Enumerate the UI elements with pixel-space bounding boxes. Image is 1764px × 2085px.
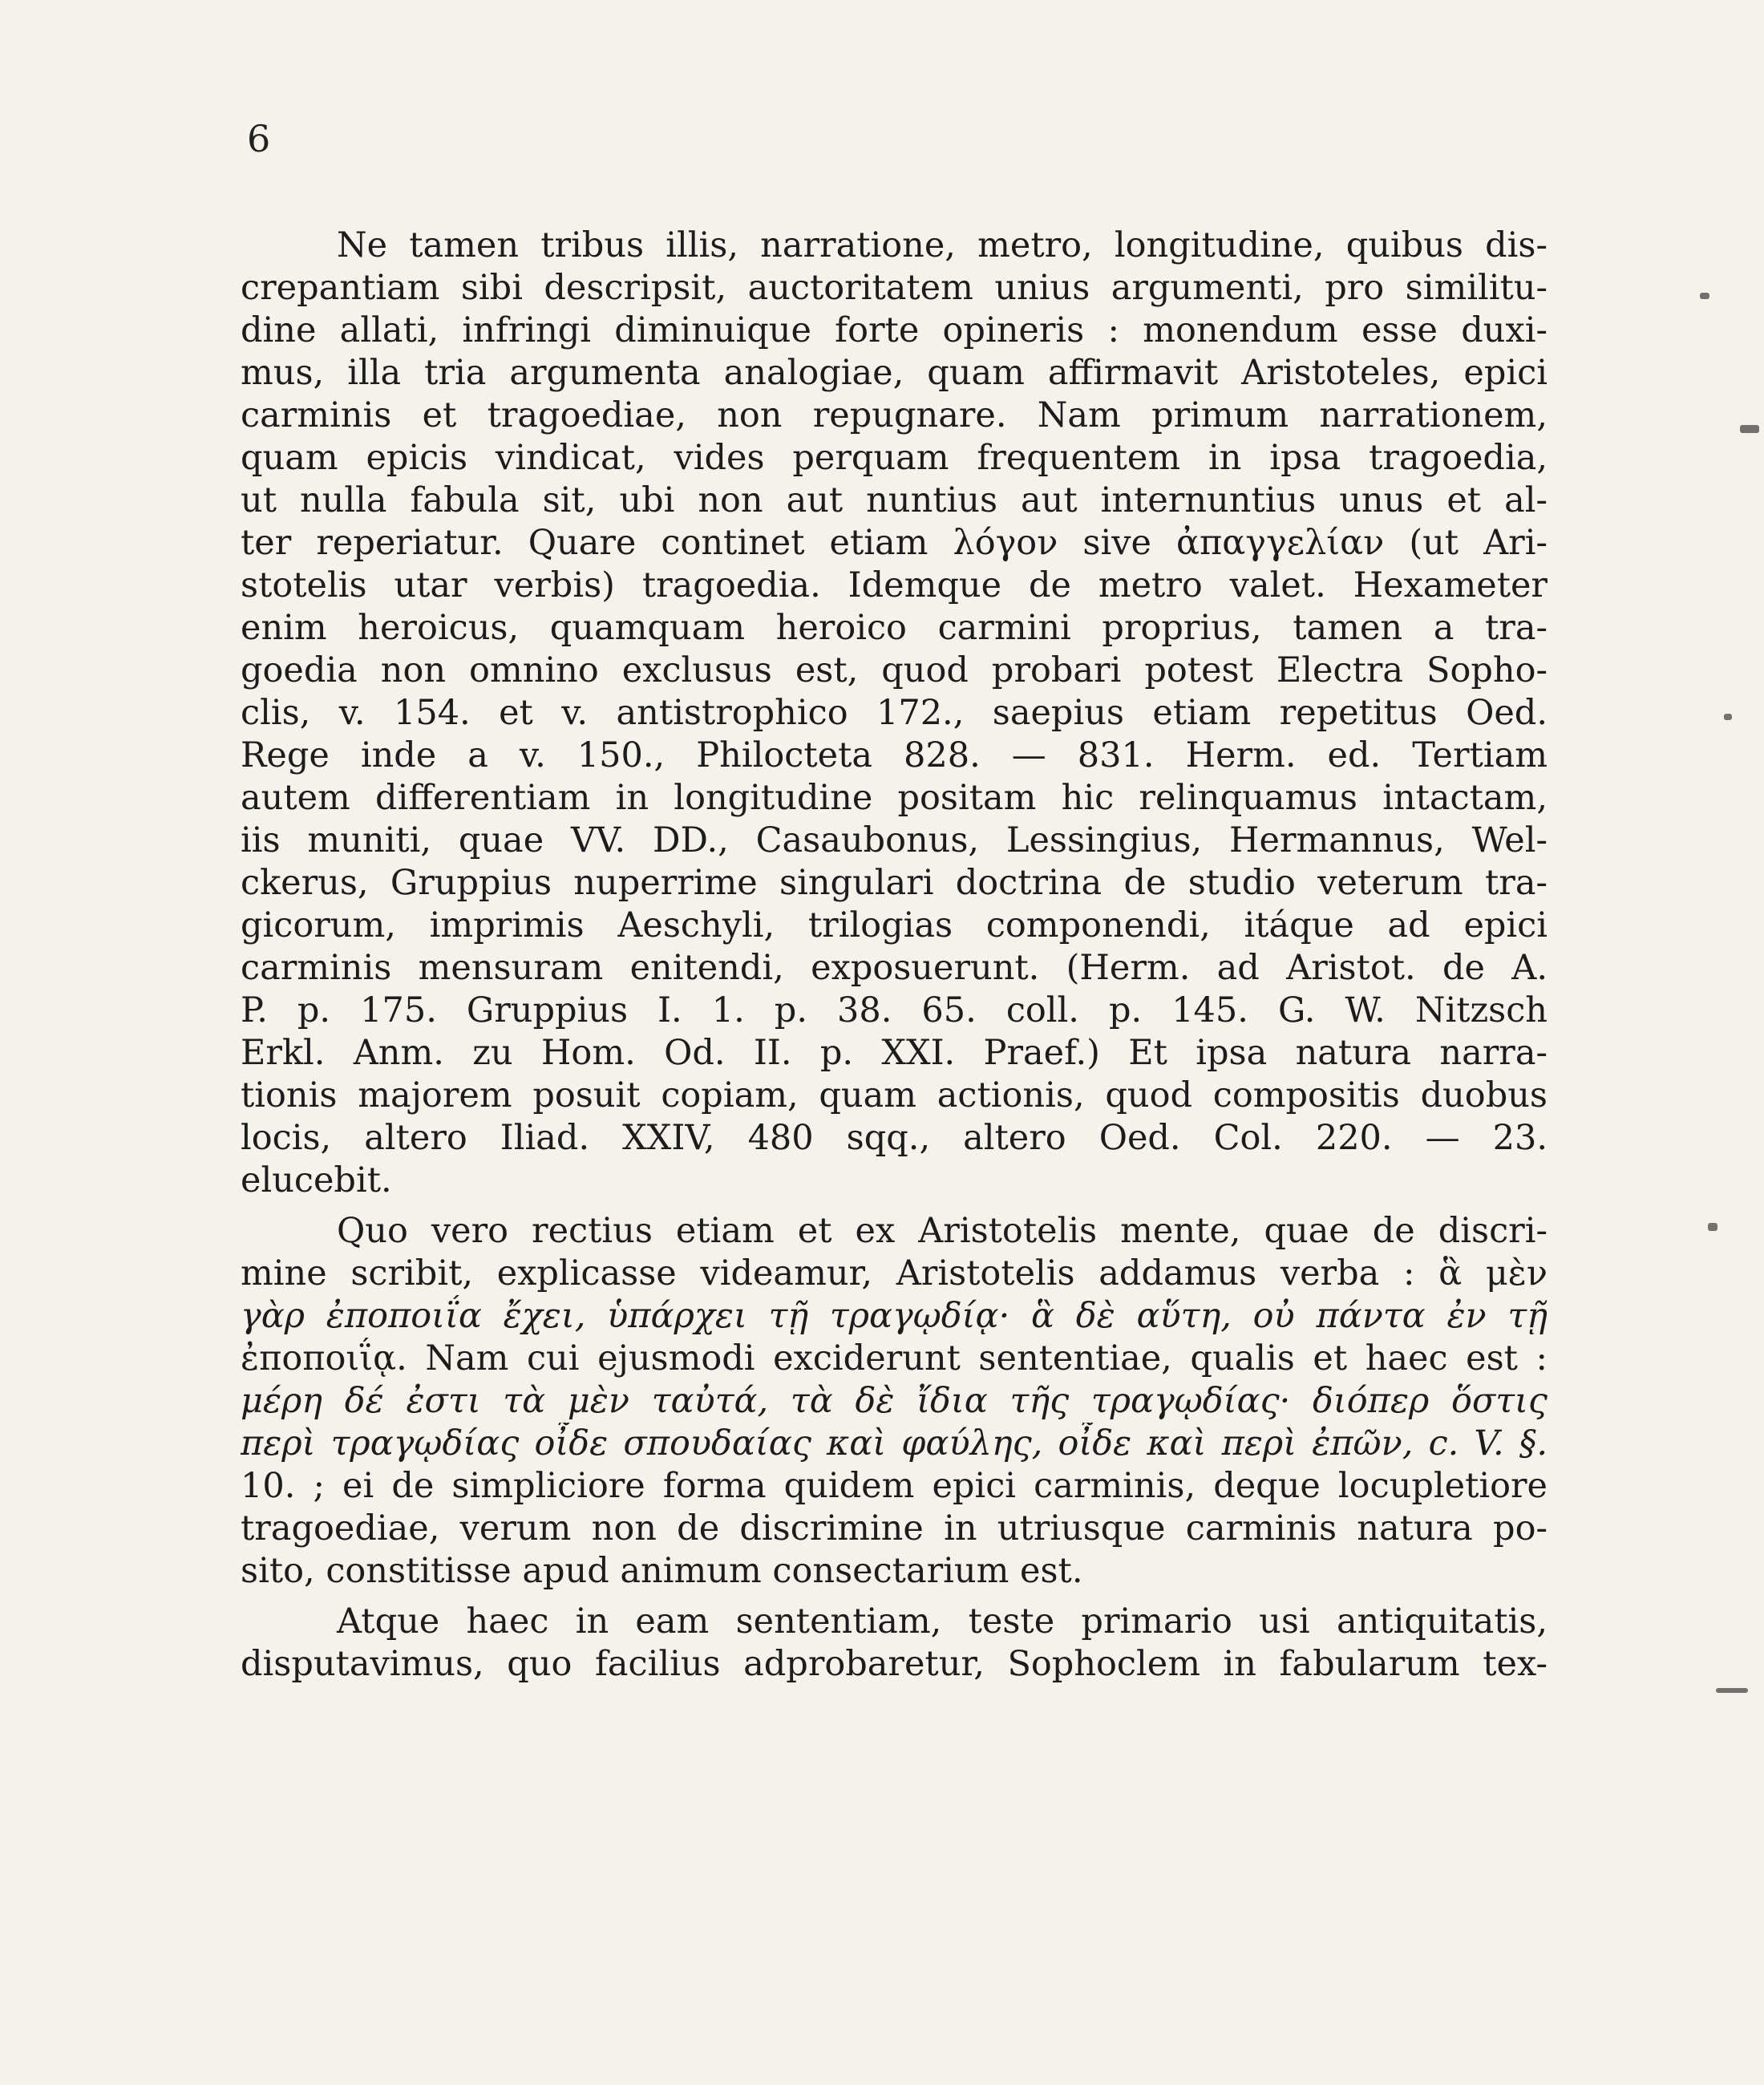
text-line: mine scribit, explicasse videamur, Aristotelis addamus verba : ἃ μὲν — [241, 1253, 1548, 1294]
text-line: carminis et tragoediae, non repugnare. Nam primum narrationem, — [241, 395, 1548, 435]
text-line: ἐποποιΐᾳ. Nam cui ejusmodi exciderunt sententiae, qualis et haec est : — [241, 1338, 1548, 1379]
text-line: P. p. 175. Gruppius I. 1. p. 38. 65. coll. p. 145. G. W. Nitzsch — [241, 990, 1548, 1030]
greek-quote-line: γὰρ ἐποποιΐα ἔχει, ὑπάρχει τῇ τραγῳδίᾳ· ἃ δὲ αὕτη, οὐ πάντα ἐν τῇ — [241, 1296, 1548, 1336]
text-line: iis muniti, quae VV. DD., Casaubonus, Lessingius, Hermannus, Wel- — [241, 820, 1548, 860]
text-line: 10. ; ei de simpliciore forma quidem epici carminis, deque locupletiore — [241, 1466, 1548, 1506]
text-line: elucebit. — [241, 1160, 392, 1200]
text-line: crepantiam sibi descripsit, auctoritatem unius argumenti, pro similitu- — [241, 268, 1548, 308]
text-line: enim heroicus, quamquam heroico carmini proprius, tamen a tra- — [241, 608, 1548, 648]
text-line: tionis majorem posuit copiam, quam actionis, quod compositis duobus — [241, 1075, 1548, 1115]
page-number: 6 — [247, 117, 271, 160]
text-line: Erkl. Anm. zu Hom. Od. II. p. XXI. Praef.) Et ipsa natura narra- — [241, 1033, 1548, 1073]
text-line: ter reperiatur. Quare continet etiam λόγον sive ἀπαγγελίαν (ut Ari- — [241, 523, 1548, 563]
paragraph-1 — [241, 225, 1548, 1202]
text-line: locis, altero Iliad. XXIV, 480 sqq., altero Oed. Col. 220. — 23. — [241, 1118, 1548, 1158]
text-line: sito, constitisse apud animum consectarium est. — [241, 1551, 1083, 1591]
scan-speck — [1724, 714, 1732, 720]
text-line: ut nulla fabula sit, ubi non aut nuntius aut internuntius unus et al- — [241, 480, 1548, 520]
text-line: Quo vero rectius etiam et ex Aristotelis mente, quae de discri- — [337, 1211, 1548, 1251]
text-line: gicorum, imprimis Aeschyli, trilogias componendi, itáque ad epici — [241, 905, 1548, 945]
scan-speck — [1716, 1688, 1748, 1693]
text-line: quam epicis vindicat, vides perquam frequentem in ipsa tragoedia, — [241, 438, 1548, 478]
text-line: stotelis utar verbis) tragoedia. Idemque de metro valet. Hexameter — [241, 565, 1548, 605]
scan-speck — [1700, 293, 1709, 299]
text-line: goedia non omnino exclusus est, quod probari potest Electra Sopho- — [241, 650, 1548, 690]
text-line: autem differentiam in longitudine positam hic relinquamus intactam, — [241, 778, 1548, 818]
text-line: Atque haec in eam sententiam, teste primario usi antiquitatis, — [337, 1601, 1548, 1642]
text-line: disputavimus, quo facilius adprobaretur, Sophoclem in fabularum tex- — [241, 1644, 1548, 1684]
text-line: Ne tamen tribus illis, narratione, metro, longitudine, quibus dis- — [337, 225, 1548, 265]
text-line: tragoediae, verum non de discrimine in utriusque carminis natura po- — [241, 1508, 1548, 1549]
scan-speck — [1740, 425, 1759, 433]
greek-quote-line: μέρη δέ ἐστι τὰ μὲν ταὐτά, τὰ δὲ ἴδια τῆς τραγῳδίας· διόπερ ὅστις — [241, 1381, 1548, 1421]
text-line: Rege inde a v. 150., Philocteta 828. — 831. Herm. ed. Tertiam — [241, 735, 1548, 775]
text-line: mus, illa tria argumenta analogiae, quam affirmavit Aristoteles, epici — [241, 353, 1548, 393]
paragraph-2 — [241, 1210, 1548, 1593]
text-line: carminis mensuram enitendi, exposuerunt. (Herm. ad Aristot. de A. — [241, 948, 1548, 988]
text-line: ckerus, Gruppius nuperrime singulari doctrina de studio veterum tra- — [241, 863, 1548, 903]
paragraph-gap — [241, 1202, 1548, 1210]
text-line: dine allati, infringi diminuique forte opineris : monendum esse duxi- — [241, 310, 1548, 350]
text-line: clis, v. 154. et v. antistrophico 172., saepius etiam repetitus Oed. — [241, 693, 1548, 733]
paragraph-3 — [241, 1601, 1548, 1686]
paragraph-gap — [241, 1593, 1548, 1601]
body-text — [241, 225, 1548, 1686]
greek-quote-line: περὶ τραγῳδίας οἶδε σπουδαίας καὶ φαύλης, οἶδε καὶ περὶ ἐπῶν, c. V. §. — [241, 1423, 1548, 1464]
scan-speck — [1708, 1223, 1717, 1231]
